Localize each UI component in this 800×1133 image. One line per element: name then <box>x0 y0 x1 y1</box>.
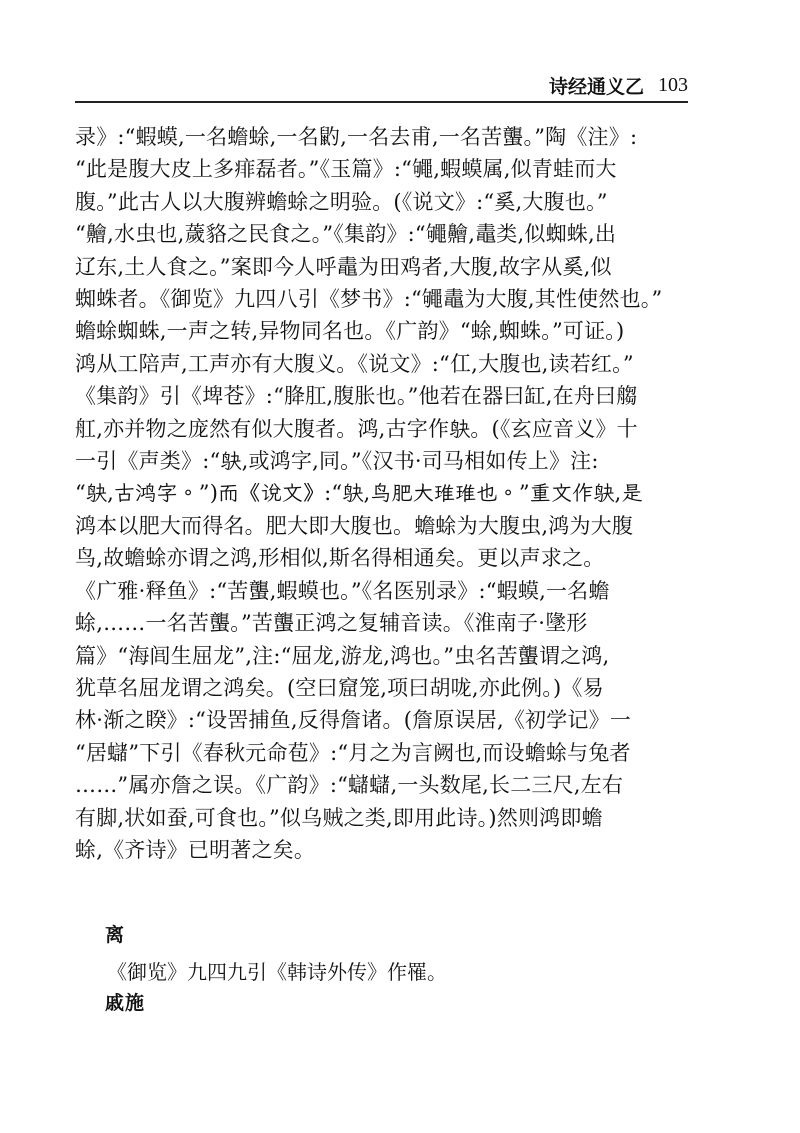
entry-heading: 离 <box>105 924 126 946</box>
running-title: 诗经通义乙 <box>548 75 644 98</box>
text-line: 林·渐之睽》:“设罟捕鱼,反得詹诸。(詹原误居,《初学记》一 <box>75 708 632 733</box>
text-line: 一引《声类》:“𫛞,或鸿字,同。”《汉书·司马相如传上》注: <box>75 449 599 474</box>
text-line: 鸟,故蟾蜍亦谓之鸿,形相似,斯名得相通矣。更以声求之。 <box>75 546 605 571</box>
text-line: 有脚,状如蚕,可食也。”似乌贼之类,即用此诗。)然则鸿即蟾 <box>75 805 603 830</box>
text-line: 蟾蜍蜘蛛,一声之转,异物同名也。《广韵》“蜍,蜘蛛。”可证。) <box>75 319 625 344</box>
text-line: 录》:“蝦蟆,一名蟾蜍,一名䶂,一名去甫,一名苦蠪。”陶《注》: <box>75 125 638 149</box>
text-line: 《广雅·释鱼》:“苦蠪,蝦蟆也。”《名医别录》:“蝦蟆,一名蟾 <box>75 578 610 603</box>
text-line: “此是腹大皮上多痱磊者。”《玉篇》:“䵶,蝦蟆属,似青蛙而大 <box>75 157 617 182</box>
text-line: “𫛞,古鸿字。”)而《说文》:“𫛞,鸟肥大琟琟也。”重文作𫛞,是 <box>75 481 643 506</box>
body-text <box>75 121 687 866</box>
header-rule <box>75 101 688 103</box>
text-line: 鸿从工陪声,工声亦有大腹义。《说文》:“仜,大腹也,读若红。” <box>75 351 634 376</box>
text-line: 舡,亦并物之庞然有似大腹者。鸿,古字作𫛞。(《玄应音义》十 <box>75 416 638 441</box>
text-line: 《集韵》引《埤苍》:“胮肛,腹胀也。”他若在器曰缸,在舟曰䑼 <box>75 384 638 409</box>
text-line: 篇》“海闾生屈龙”,注:“屈龙,游龙,鸿也。”虫名苦蠪谓之鸿, <box>75 643 610 668</box>
text-line: “䶐,水虫也,薉貉之民食之。”《集韵》:“䵶䶐,鼃类,似蜘蛛,出 <box>75 222 617 247</box>
entry-text: 《御览》九四九引《韩诗外传》作罹。 <box>107 960 447 984</box>
text-line: 蜍,《齐诗》已明著之矣。 <box>75 837 316 862</box>
text-line: 鸿本以肥大而得名。肥大即大腹也。蟾蜍为大腹虫,鸿为大腹 <box>75 513 634 538</box>
text-line: “居蠩”下引《春秋元命苞》:“月之为言阙也,而设蟾蜍与兔者 <box>75 740 631 765</box>
running-head <box>75 70 688 100</box>
text-line: ……”属亦詹之误。《广韵》:“蠩蠩,一头数尾,长二三尺,左右 <box>75 773 624 798</box>
page-number: 103 <box>658 73 688 96</box>
text-line: 辽东,土人食之。”案即今人呼鼃为田鸡者,大腹,故字从奚,似 <box>75 254 612 279</box>
text-line: 犹草名屈龙谓之鸿矣。(空曰窟笼,项曰胡咙,亦此例。)《易 <box>75 675 604 700</box>
text-line: 蜍,……一名苦蠪。”苦蠪正鸿之复辅音读。《淮南子·墬形 <box>75 611 588 636</box>
text-line: 腹。”此古人以大腹辨蟾蜍之明验。(《说文》:“奚,大腹也。” <box>75 189 608 214</box>
entry-heading: 戚施 <box>105 992 146 1014</box>
text-line: 蜘蛛者。《御览》九四八引《梦书》:“䵶鼃为大腹,其性使然也。” <box>75 287 663 312</box>
